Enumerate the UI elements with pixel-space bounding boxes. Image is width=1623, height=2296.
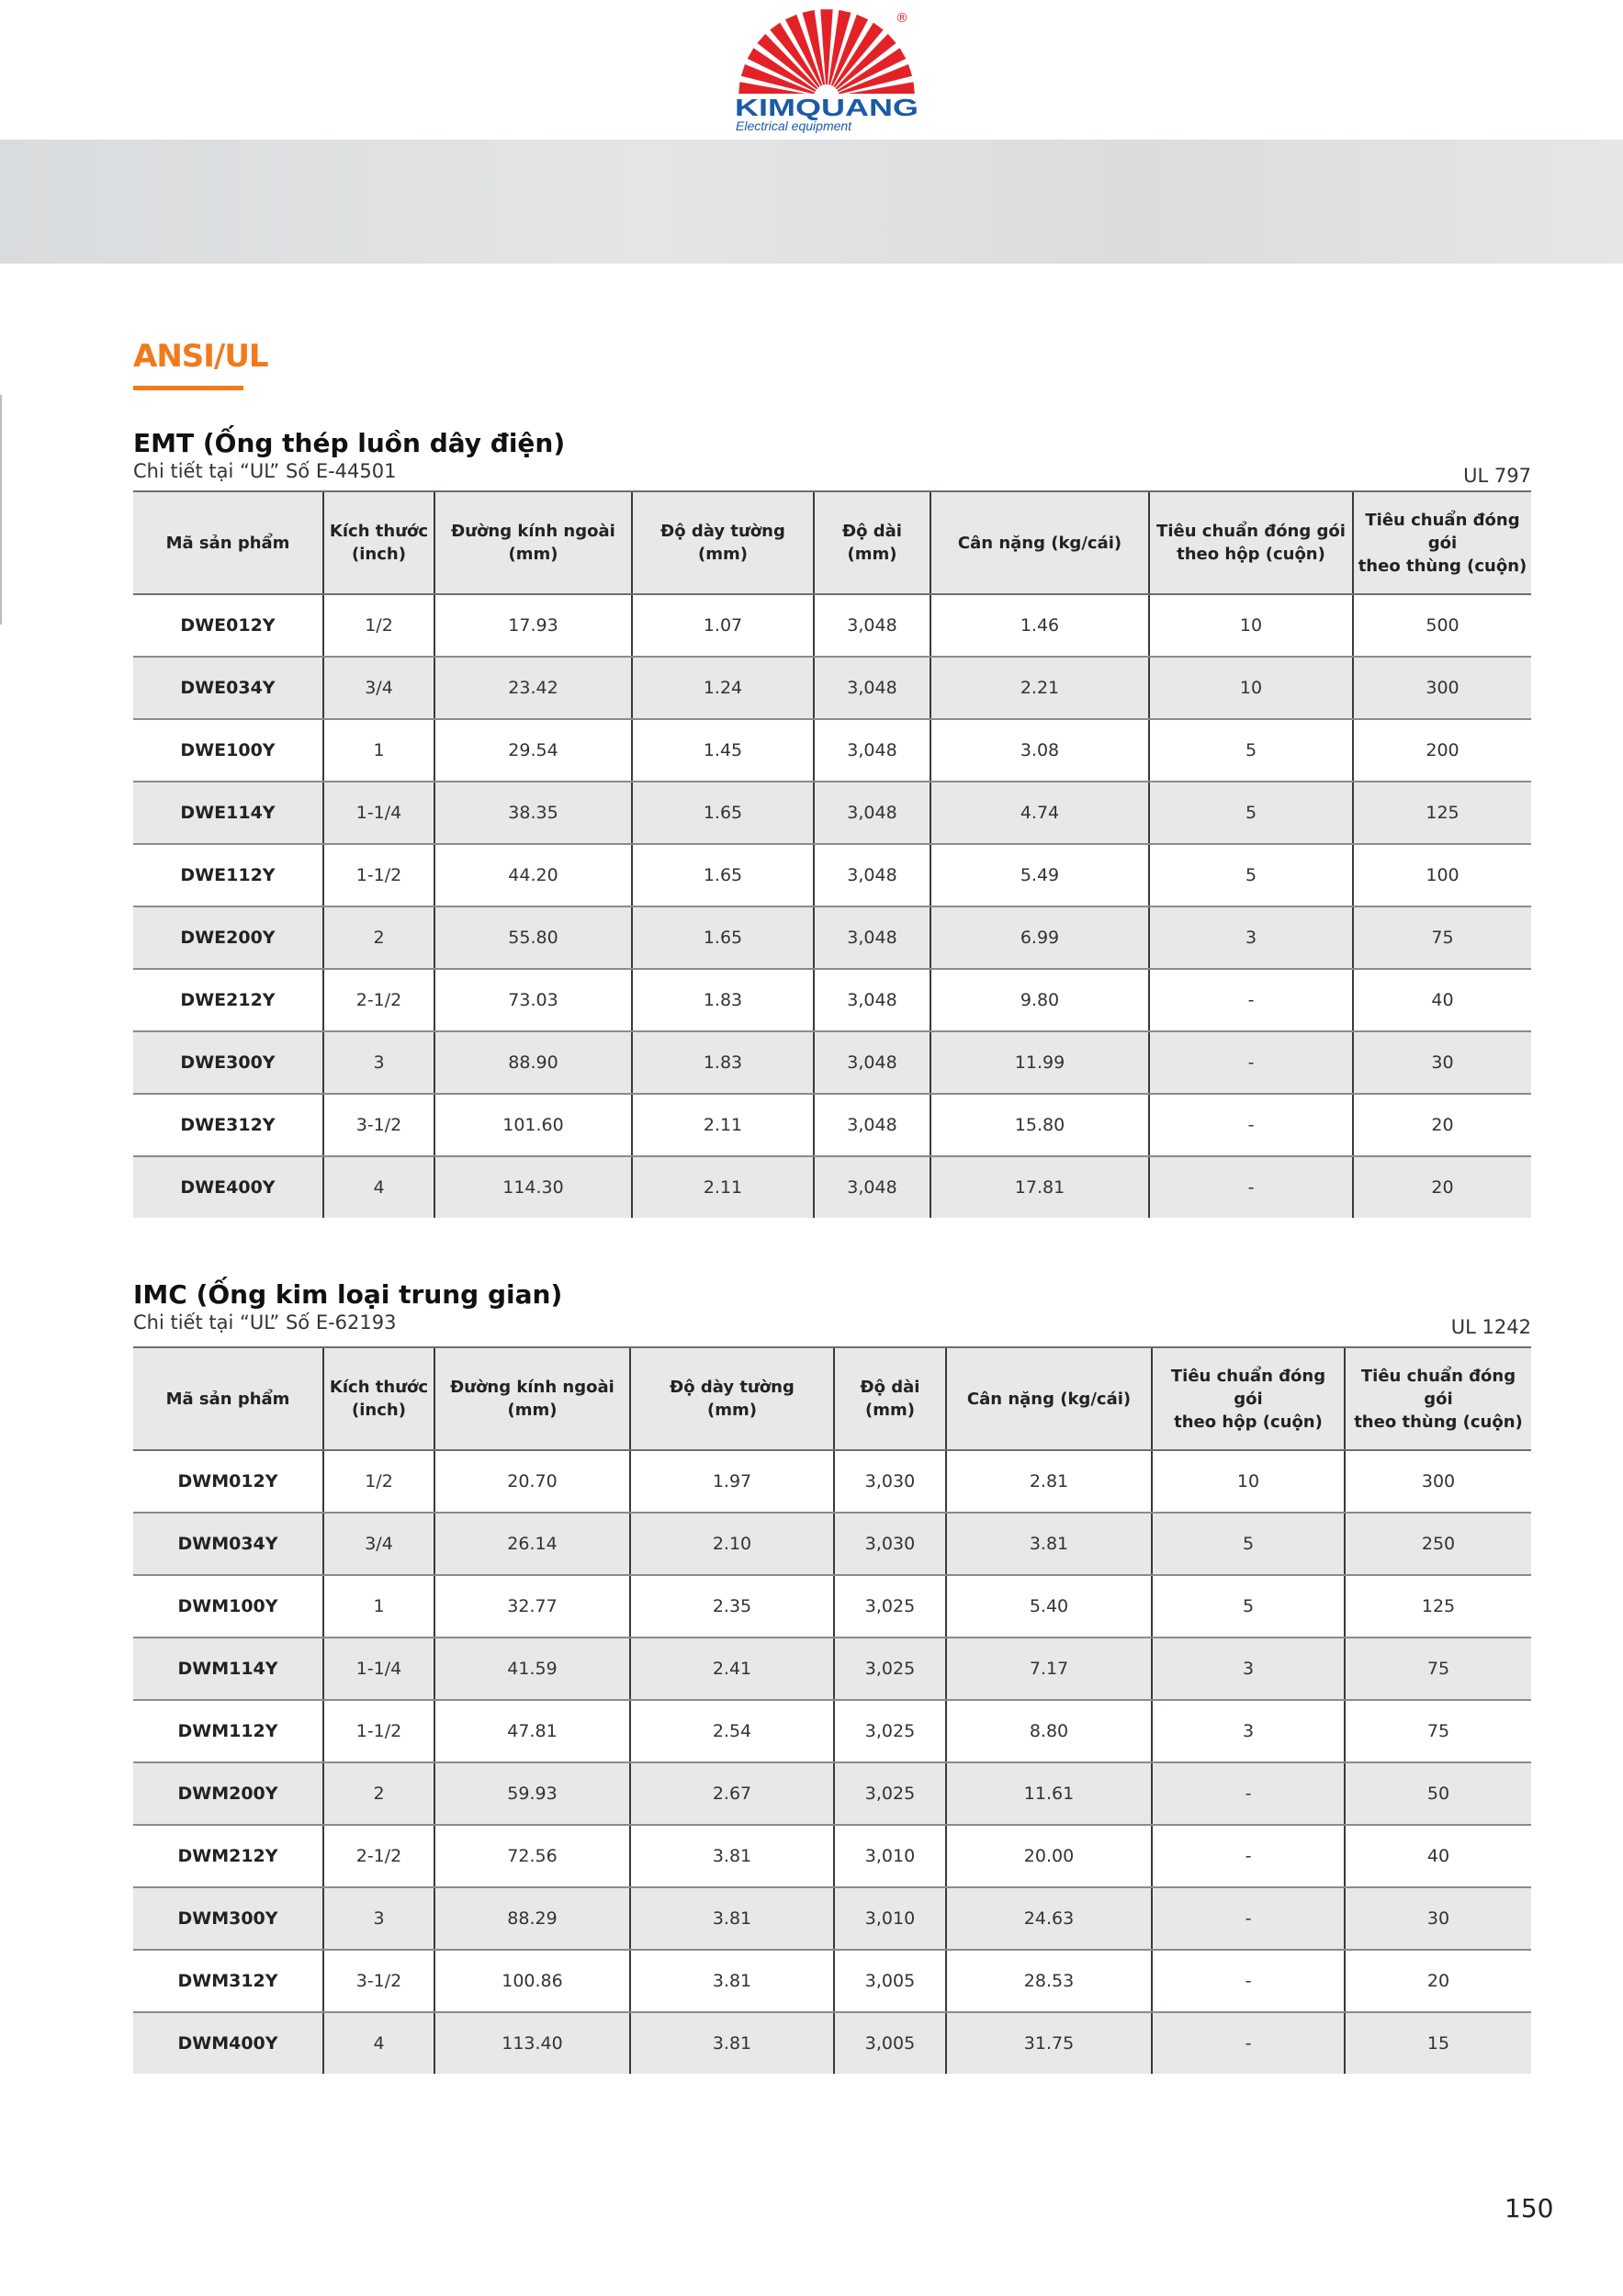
cell-outer-diameter: 88.90 [434,1031,632,1094]
cell-wall-thickness: 1.97 [630,1450,834,1513]
cell-box-pack: 3 [1152,1700,1345,1762]
cell-weight: 4.74 [930,782,1149,844]
cell-carton-pack: 20 [1353,1094,1531,1156]
emt-heading [133,428,1531,487]
cell-carton-pack: 500 [1353,594,1531,657]
cell-outer-diameter: 32.77 [434,1575,630,1638]
column-header-carton-pack: Tiêu chuẩn đóng gói theo thùng (cuộn) [1345,1347,1531,1450]
cell-carton-pack: 125 [1353,782,1531,844]
cell-length: 3,048 [814,657,930,719]
cell-outer-diameter: 23.42 [434,657,632,719]
cell-length: 3,025 [834,1638,946,1700]
table-row [133,1156,1531,1218]
cell-wall-thickness: 1.24 [632,657,814,719]
cell-outer-diameter: 26.14 [434,1513,630,1575]
cell-weight: 2.81 [946,1450,1152,1513]
cell-outer-diameter: 72.56 [434,1825,630,1887]
emt-subtitle: Chi tiết tại “UL” Số E-44501 [133,460,397,482]
cell-wall-thickness: 2.11 [632,1156,814,1218]
column-header-box-pack: Tiêu chuẩn đóng gói theo hộp (cuộn) [1152,1347,1345,1450]
imc-title: IMC (Ống kim loại trung gian) [133,1279,563,1310]
cell-size-inch: 1-1/4 [323,1638,434,1700]
cell-carton-pack: 250 [1345,1513,1531,1575]
section-title: ANSI/UL [133,338,268,375]
cell-outer-diameter: 17.93 [434,594,632,657]
cell-product-code: DWE400Y [133,1156,323,1218]
emt-standard: UL 797 [1463,465,1531,487]
cell-length: 3,030 [834,1513,946,1575]
cell-length: 3,005 [834,2012,946,2074]
cell-box-pack: - [1149,1156,1353,1218]
column-header-wall-thickness: Độ dày tường (mm) [630,1347,834,1450]
cell-size-inch: 3-1/2 [323,1094,434,1156]
cell-wall-thickness: 3.81 [630,1950,834,2012]
cell-product-code: DWM212Y [133,1825,323,1887]
cell-wall-thickness: 2.67 [630,1762,834,1825]
cell-outer-diameter: 100.86 [434,1950,630,2012]
cell-carton-pack: 300 [1345,1450,1531,1513]
cell-length: 3,025 [834,1575,946,1638]
cell-wall-thickness: 2.11 [632,1094,814,1156]
cell-outer-diameter: 88.29 [434,1887,630,1950]
cell-carton-pack: 40 [1353,969,1531,1031]
imc-standard: UL 1242 [1450,1316,1531,1338]
cell-size-inch: 2-1/2 [323,969,434,1031]
cell-product-code: DWM012Y [133,1450,323,1513]
cell-length: 3,005 [834,1950,946,2012]
cell-outer-diameter: 101.60 [434,1094,632,1156]
column-header-size-inch: Kích thước (inch) [323,1347,434,1450]
cell-length: 3,048 [814,1031,930,1094]
cell-size-inch: 1 [323,719,434,782]
cell-weight: 24.63 [946,1887,1152,1950]
cell-box-pack: - [1152,1887,1345,1950]
cell-carton-pack: 20 [1353,1156,1531,1218]
cell-carton-pack: 75 [1345,1700,1531,1762]
logo-brand-name: KIMQUANG [735,94,919,121]
table-row [133,1638,1531,1700]
cell-outer-diameter: 59.93 [434,1762,630,1825]
table-row [133,782,1531,844]
cell-weight: 2.21 [930,657,1149,719]
cell-carton-pack: 40 [1345,1825,1531,1887]
cell-carton-pack: 125 [1345,1575,1531,1638]
cell-carton-pack: 50 [1345,1762,1531,1825]
cell-outer-diameter: 41.59 [434,1638,630,1700]
cell-product-code: DWM114Y [133,1638,323,1700]
cell-product-code: DWE312Y [133,1094,323,1156]
header-banner [0,140,1623,264]
emt-title: EMT (Ống thép luồn dây điện) [133,428,566,458]
cell-wall-thickness: 3.81 [630,2012,834,2074]
cell-carton-pack: 30 [1345,1887,1531,1950]
column-header-weight: Cân nặng (kg/cái) [930,491,1149,594]
cell-product-code: DWM400Y [133,2012,323,2074]
table-row [133,1762,1531,1825]
kimquang-logo [730,6,923,134]
cell-box-pack: 5 [1149,782,1353,844]
cell-length: 3,048 [814,969,930,1031]
cell-weight: 20.00 [946,1825,1152,1887]
cell-outer-diameter: 114.30 [434,1156,632,1218]
cell-length: 3,048 [814,782,930,844]
cell-outer-diameter: 47.81 [434,1700,630,1762]
cell-box-pack: 5 [1152,1575,1345,1638]
table-row [133,1575,1531,1638]
column-header-length: Độ dài (mm) [834,1347,946,1450]
cell-weight: 1.46 [930,594,1149,657]
cell-size-inch: 3/4 [323,657,434,719]
table-row [133,906,1531,969]
cell-outer-diameter: 113.40 [434,2012,630,2074]
cell-size-inch: 2-1/2 [323,1825,434,1887]
cell-size-inch: 1/2 [323,594,434,657]
cell-product-code: DWE300Y [133,1031,323,1094]
cell-length: 3,025 [834,1700,946,1762]
cell-outer-diameter: 38.35 [434,782,632,844]
cell-box-pack: 5 [1152,1513,1345,1575]
cell-wall-thickness: 2.41 [630,1638,834,1700]
cell-box-pack: 3 [1152,1638,1345,1700]
section-underline [133,386,243,390]
logo-tagline: Electrical equipment [736,118,852,133]
cell-length: 3,025 [834,1762,946,1825]
cell-outer-diameter: 73.03 [434,969,632,1031]
cell-outer-diameter: 29.54 [434,719,632,782]
cell-product-code: DWE112Y [133,844,323,906]
cell-wall-thickness: 1.45 [632,719,814,782]
cell-box-pack: 10 [1152,1450,1345,1513]
cell-length: 3,048 [814,1156,930,1218]
cell-product-code: DWE012Y [133,594,323,657]
cell-weight: 6.99 [930,906,1149,969]
imc-heading [133,1279,1531,1338]
cell-size-inch: 1/2 [323,1450,434,1513]
cell-carton-pack: 200 [1353,719,1531,782]
cell-product-code: DWE200Y [133,906,323,969]
cell-carton-pack: 300 [1353,657,1531,719]
cell-box-pack: - [1152,2012,1345,2074]
cell-length: 3,030 [834,1450,946,1513]
cell-outer-diameter: 44.20 [434,844,632,906]
cell-weight: 9.80 [930,969,1149,1031]
emt-header-row [133,491,1531,594]
column-header-box-pack: Tiêu chuẩn đóng gói theo hộp (cuộn) [1149,491,1353,594]
cell-length: 3,048 [814,906,930,969]
cell-carton-pack: 100 [1353,844,1531,906]
cell-box-pack: 10 [1149,594,1353,657]
cell-size-inch: 4 [323,2012,434,2074]
cell-weight: 31.75 [946,2012,1152,2074]
cell-size-inch: 4 [323,1156,434,1218]
cell-outer-diameter: 20.70 [434,1450,630,1513]
imc-subtitle: Chi tiết tại “UL” Số E-62193 [133,1311,397,1334]
cell-weight: 17.81 [930,1156,1149,1218]
table-row [133,1031,1531,1094]
cell-box-pack: - [1149,1094,1353,1156]
cell-length: 3,048 [814,1094,930,1156]
table-row [133,1950,1531,2012]
table-row [133,657,1531,719]
cell-box-pack: - [1152,1825,1345,1887]
column-header-outer-diameter: Đường kính ngoài (mm) [434,1347,630,1450]
column-header-product-code: Mã sản phẩm [133,1347,323,1450]
cell-size-inch: 2 [323,906,434,969]
page-number: 150 [1505,2193,1554,2223]
cell-size-inch: 1-1/4 [323,782,434,844]
cell-carton-pack: 15 [1345,2012,1531,2074]
column-header-carton-pack: Tiêu chuẩn đóng gói theo thùng (cuộn) [1353,491,1531,594]
cell-wall-thickness: 2.10 [630,1513,834,1575]
cell-product-code: DWM300Y [133,1887,323,1950]
margin-mark [0,395,2,625]
cell-product-code: DWE100Y [133,719,323,782]
cell-box-pack: 5 [1149,844,1353,906]
imc-header-row [133,1347,1531,1450]
logo-sunburst [730,9,923,103]
cell-weight: 7.17 [946,1638,1152,1700]
cell-weight: 15.80 [930,1094,1149,1156]
cell-wall-thickness: 1.65 [632,782,814,844]
cell-wall-thickness: 1.65 [632,906,814,969]
cell-weight: 11.99 [930,1031,1149,1094]
logo-registered-mark: ® [896,11,908,26]
column-header-weight: Cân nặng (kg/cái) [946,1347,1152,1450]
cell-weight: 5.40 [946,1575,1152,1638]
column-header-length: Độ dài (mm) [814,491,930,594]
cell-box-pack: 5 [1149,719,1353,782]
cell-length: 3,048 [814,594,930,657]
cell-box-pack: - [1152,1762,1345,1825]
cell-length: 3,048 [814,719,930,782]
table-row [133,844,1531,906]
cell-box-pack: 10 [1149,657,1353,719]
table-row [133,1094,1531,1156]
table-row [133,719,1531,782]
cell-weight: 8.80 [946,1700,1152,1762]
cell-size-inch: 3-1/2 [323,1950,434,2012]
cell-box-pack: - [1149,1031,1353,1094]
cell-product-code: DWE114Y [133,782,323,844]
cell-size-inch: 3/4 [323,1513,434,1575]
cell-wall-thickness: 2.54 [630,1700,834,1762]
cell-wall-thickness: 1.83 [632,1031,814,1094]
cell-length: 3,048 [814,844,930,906]
table-row [133,1450,1531,1513]
cell-size-inch: 1-1/2 [323,1700,434,1762]
table-row [133,1825,1531,1887]
cell-product-code: DWM112Y [133,1700,323,1762]
cell-size-inch: 3 [323,1887,434,1950]
cell-length: 3,010 [834,1825,946,1887]
cell-size-inch: 3 [323,1031,434,1094]
cell-product-code: DWM312Y [133,1950,323,2012]
cell-wall-thickness: 3.81 [630,1825,834,1887]
cell-product-code: DWE212Y [133,969,323,1031]
table-row [133,969,1531,1031]
column-header-wall-thickness: Độ dày tường (mm) [632,491,814,594]
emt-table-body [133,594,1531,1218]
cell-box-pack: 3 [1149,906,1353,969]
table-row [133,594,1531,657]
cell-weight: 5.49 [930,844,1149,906]
emt-spec-table [133,490,1531,1218]
cell-size-inch: 1-1/2 [323,844,434,906]
cell-product-code: DWE034Y [133,657,323,719]
cell-weight: 11.61 [946,1762,1152,1825]
cell-wall-thickness: 2.35 [630,1575,834,1638]
cell-wall-thickness: 1.65 [632,844,814,906]
imc-table-body [133,1450,1531,2074]
cell-box-pack: - [1149,969,1353,1031]
cell-weight: 3.08 [930,719,1149,782]
cell-carton-pack: 75 [1353,906,1531,969]
cell-length: 3,010 [834,1887,946,1950]
cell-wall-thickness: 1.83 [632,969,814,1031]
column-header-outer-diameter: Đường kính ngoài (mm) [434,491,632,594]
cell-product-code: DWM034Y [133,1513,323,1575]
cell-size-inch: 1 [323,1575,434,1638]
cell-weight: 28.53 [946,1950,1152,2012]
cell-carton-pack: 20 [1345,1950,1531,2012]
cell-product-code: DWM200Y [133,1762,323,1825]
cell-outer-diameter: 55.80 [434,906,632,969]
cell-carton-pack: 75 [1345,1638,1531,1700]
imc-spec-table [133,1346,1531,2074]
table-row [133,2012,1531,2074]
column-header-product-code: Mã sản phẩm [133,491,323,594]
cell-wall-thickness: 3.81 [630,1887,834,1950]
table-row [133,1700,1531,1762]
column-header-size-inch: Kích thước (inch) [323,491,434,594]
cell-weight: 3.81 [946,1513,1152,1575]
cell-product-code: DWM100Y [133,1575,323,1638]
table-row [133,1887,1531,1950]
table-row [133,1513,1531,1575]
cell-wall-thickness: 1.07 [632,594,814,657]
cell-size-inch: 2 [323,1762,434,1825]
cell-box-pack: - [1152,1950,1345,2012]
cell-carton-pack: 30 [1353,1031,1531,1094]
